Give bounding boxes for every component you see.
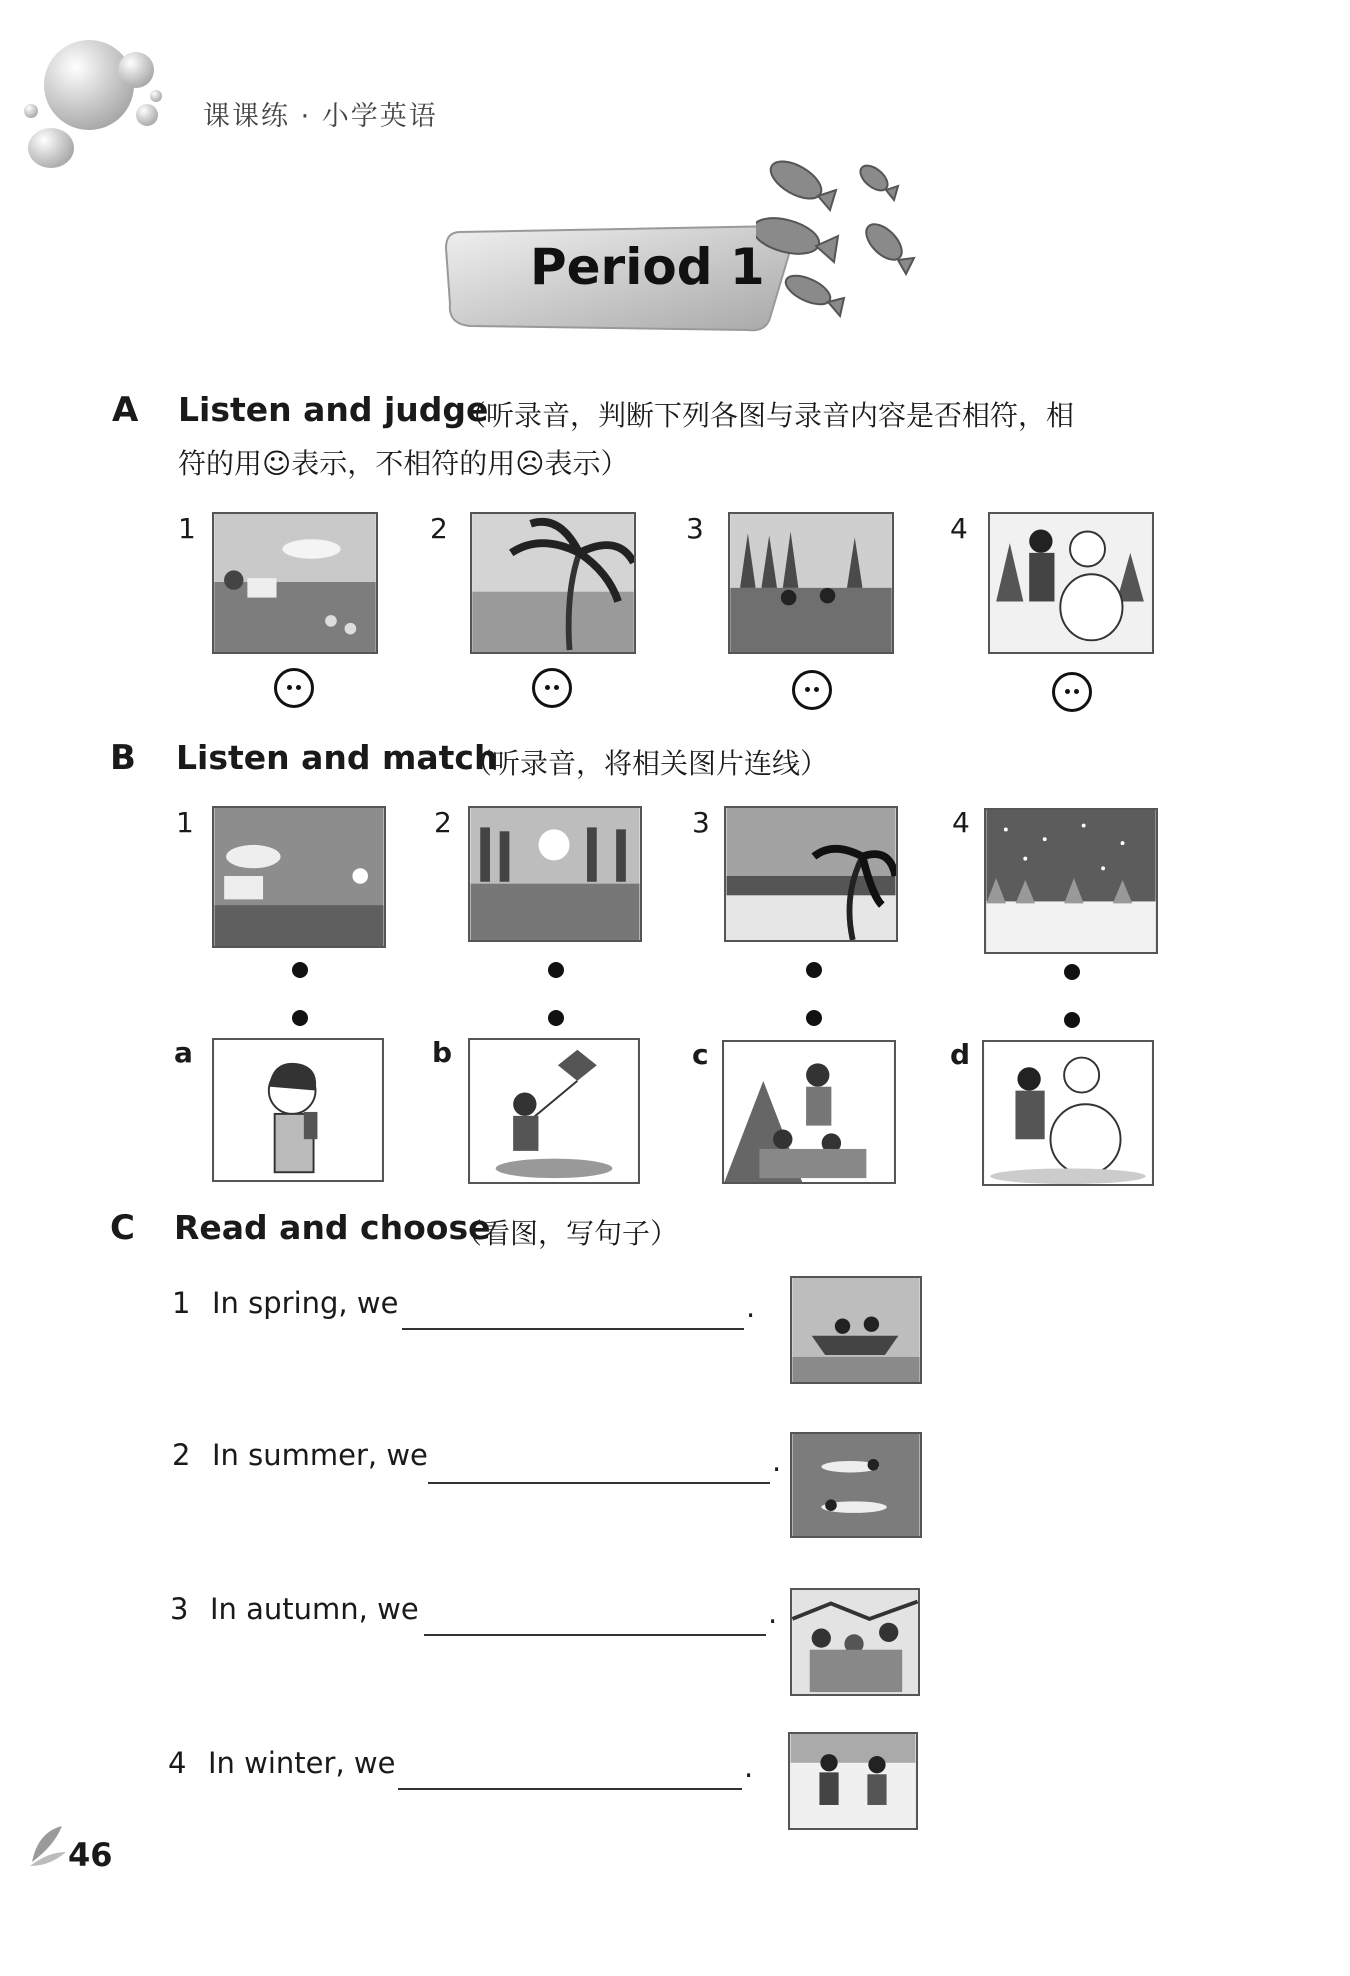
sentence-number: 2 <box>172 1438 191 1472</box>
picture-boy-flying-kite <box>468 1038 640 1184</box>
match-dot[interactable] <box>806 1010 822 1026</box>
running-header: 课课练 · 小学英语 <box>203 101 438 132</box>
item-letter: b <box>432 1036 453 1069</box>
sentence-prompt: In spring, we <box>212 1286 399 1320</box>
instruction-text: 表示，不相符的用 <box>291 447 516 480</box>
instruction-text: 符的用 <box>178 447 263 480</box>
item-number: 2 <box>430 512 448 545</box>
sentence-number: 3 <box>170 1592 189 1626</box>
picture-snowman-boy <box>988 512 1154 654</box>
picture-girl-making-snowman <box>982 1040 1154 1186</box>
picture-autumn-field <box>728 512 894 654</box>
match-dot[interactable] <box>1064 1012 1080 1028</box>
section-b-instruction: （听录音，将相关图片连线） <box>464 747 829 780</box>
section-a-title: Listen and judge <box>178 390 489 429</box>
picture-summer-scene <box>724 806 898 942</box>
picture-great-wall-trip <box>790 1588 920 1696</box>
item-number: 1 <box>176 806 194 839</box>
item-letter: a <box>174 1036 193 1069</box>
section-c-title: Read and choose <box>174 1208 491 1247</box>
match-dot[interactable] <box>1064 964 1080 980</box>
match-dot[interactable] <box>548 962 564 978</box>
item-letter: d <box>950 1038 971 1071</box>
section-c-letter: C <box>110 1208 135 1248</box>
picture-rowing-boat <box>790 1276 922 1384</box>
item-number: 1 <box>178 512 196 545</box>
item-number: 3 <box>686 512 704 545</box>
sentence-number: 1 <box>172 1286 191 1320</box>
smiley-face-icon <box>792 670 832 710</box>
page-number: 46 <box>68 1836 113 1874</box>
item-number: 4 <box>952 806 970 839</box>
item-number: 2 <box>434 806 452 839</box>
answer-blank[interactable] <box>402 1328 744 1330</box>
picture-autumn-scene <box>468 806 642 942</box>
smile-icon: ☺ <box>262 447 292 480</box>
picture-spring-scene <box>212 806 386 948</box>
sentence-prompt: In winter, we <box>208 1746 396 1780</box>
sentence-prompt: In summer, we <box>212 1438 428 1472</box>
match-dot[interactable] <box>806 962 822 978</box>
picture-beach-palm <box>470 512 636 654</box>
section-a-instruction-line2 <box>178 442 628 482</box>
section-b-title: Listen and match <box>176 738 498 777</box>
picture-skating <box>788 1732 918 1830</box>
sentence-period: . <box>768 1596 778 1630</box>
frown-icon: ☹ <box>515 447 545 480</box>
picture-winter-scene <box>984 808 1158 954</box>
item-letter: c <box>692 1038 709 1071</box>
item-number: 3 <box>692 806 710 839</box>
smiley-face-icon <box>1052 672 1092 712</box>
fish-decoration <box>756 150 926 320</box>
smiley-face-icon <box>532 668 572 708</box>
answer-blank[interactable] <box>424 1634 766 1636</box>
match-dot[interactable] <box>292 1010 308 1026</box>
section-b-letter: B <box>110 738 136 778</box>
match-dot[interactable] <box>548 1010 564 1026</box>
answer-blank[interactable] <box>398 1788 742 1790</box>
leaf-decoration-icon <box>28 1822 68 1868</box>
item-number: 4 <box>950 512 968 545</box>
section-a-instruction-line1: （听录音，判断下列各图与录音内容是否相符，相 <box>458 399 1075 432</box>
section-c-instruction: （看图，写句子） <box>454 1217 679 1250</box>
sentence-period: . <box>744 1750 754 1784</box>
picture-family-hiking <box>722 1040 896 1184</box>
picture-girl-eating <box>212 1038 384 1182</box>
smiley-face-icon <box>274 668 314 708</box>
section-a-letter: A <box>112 390 139 430</box>
sentence-period: . <box>772 1444 782 1478</box>
sentence-prompt: In autumn, we <box>210 1592 419 1626</box>
picture-swimming <box>790 1432 922 1538</box>
picture-spring-landscape <box>212 512 378 654</box>
instruction-text: 表示） <box>544 447 629 480</box>
match-dot[interactable] <box>292 962 308 978</box>
page-title: Period 1 <box>530 238 765 296</box>
answer-blank[interactable] <box>428 1482 770 1484</box>
sentence-period: . <box>746 1290 756 1324</box>
sentence-number: 4 <box>168 1746 187 1780</box>
